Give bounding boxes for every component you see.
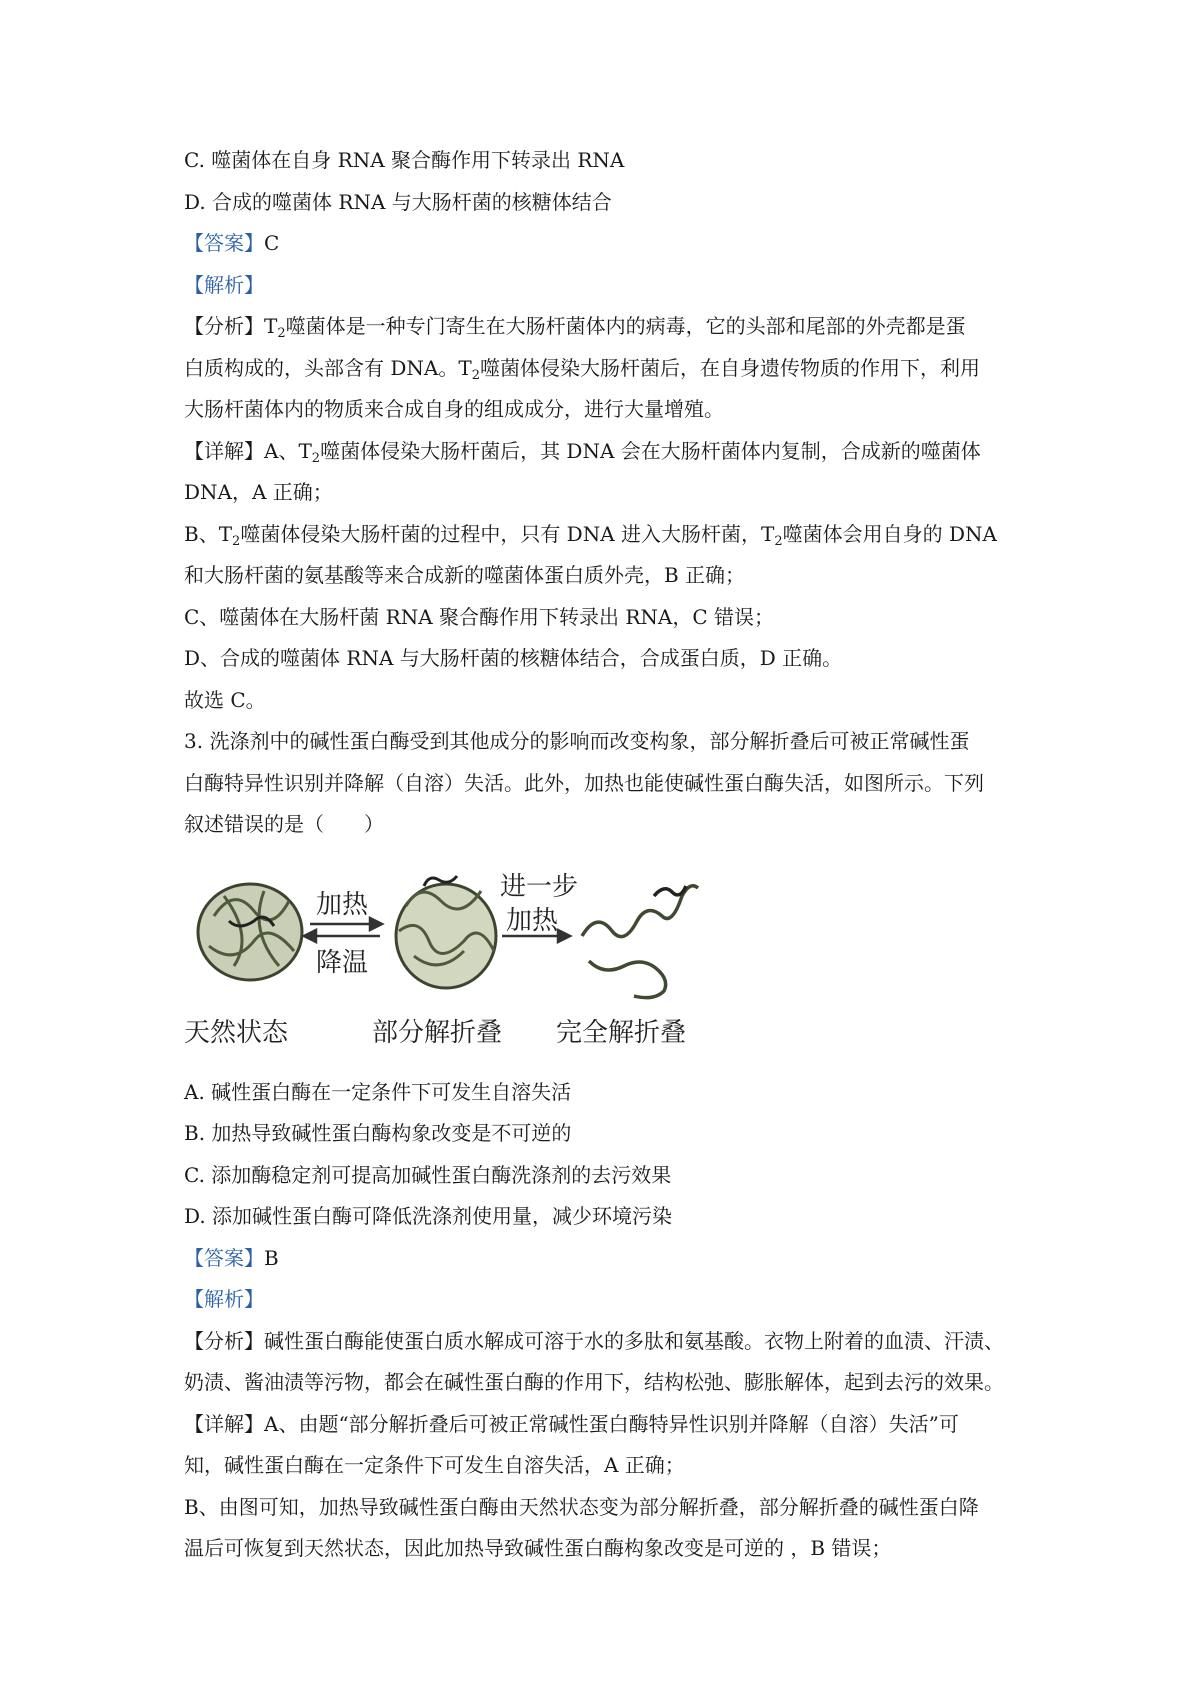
q3-option-b: B. 加热导致碱性蛋白酶构象改变是不可逆的: [184, 1121, 572, 1145]
q3-analysis-tag: 【解析】: [184, 1287, 264, 1311]
xj-text: A、由题“部分解折叠后可被正常碱性蛋白酶特异性识别并降解（自溶）失活”可: [264, 1411, 959, 1436]
analysis-tag: 【解析】: [184, 272, 264, 297]
subscript: 2: [311, 450, 321, 466]
conclusion: 故选 C。: [184, 687, 266, 712]
fenxi-line-1: [184, 306, 1024, 348]
page-content: [184, 140, 1024, 1570]
fully-unfolded-protein-icon: [582, 885, 698, 997]
native-protein-icon: [198, 884, 302, 980]
xiangjie-tag: 【详解】: [184, 1411, 264, 1436]
subscript: 2: [277, 326, 286, 341]
label-further-1: 进一步: [500, 871, 579, 902]
fenxi-tag: 【分析】: [184, 1328, 264, 1353]
option-c: C. 噬菌体在自身 RNA 聚合酶作用下转录出 RNA: [184, 148, 625, 172]
fenxi-tag: 【分析】: [184, 314, 264, 338]
fenxi-text: 碱性蛋白酶能使蛋白质水解成可溶于水的多肽和氨基酸。衣物上附着的血渍、汗渍、: [264, 1328, 1004, 1353]
subscript: 2: [232, 533, 241, 549]
label-partial-unfolded: 部分解折叠: [372, 1017, 503, 1048]
q3-xiangjie-b-2: 温后可恢复到天然状态，因此加热导致碱性蛋白酶构象改变是可逆的 ，B 错误；: [184, 1536, 892, 1560]
q3-option-d: D. 添加碱性蛋白酶可降低洗涤剂使用量，减少环境污染: [184, 1204, 673, 1228]
q3-answer-line: [184, 1238, 1024, 1280]
xj-text: A、T: [264, 438, 312, 463]
xj-text: 噬菌体侵染大肠杆菌的过程中，只有 DNA 进入大肠杆菌，T: [240, 521, 775, 546]
label-heat: 加热: [316, 889, 369, 920]
reversible-arrows: [304, 918, 382, 942]
answer-value: C: [264, 231, 280, 255]
label-fully-unfolded: 完全解折叠: [556, 1017, 687, 1048]
answer-tag: 【答案】: [184, 1245, 264, 1270]
q3-stem-1: 3. 洗涤剂中的碱性蛋白酶受到其他成分的影响而改变构象，部分解折叠后可被正常碱性蛋: [184, 729, 970, 753]
t-letter: T: [264, 314, 278, 338]
xiangjie-a-2: DNA，A 正确；: [184, 480, 333, 504]
subscript: 2: [471, 367, 480, 383]
xiangjie-d: D、合成的噬菌体 RNA 与大肠杆菌的核糖体结合，合成蛋白质，D 正确。: [184, 646, 843, 670]
answer-line: [184, 223, 1024, 265]
label-cool: 降温: [316, 947, 369, 978]
q3-option-a: A. 碱性蛋白酶在一定条件下可发生自溶失活: [184, 1079, 572, 1104]
fenxi-text: 白质构成的，头部含有 DNA。T: [184, 355, 472, 380]
fenxi-line-2: [184, 348, 1024, 390]
subscript: 2: [774, 533, 783, 549]
option-d: D. 合成的噬菌体 RNA 与大肠杆菌的核糖体结合: [184, 189, 612, 214]
xiangjie-tag: 【详解】: [184, 438, 264, 463]
q3-fenxi-2: 奶渍、酱油渍等污物，都会在碱性蛋白酶的作用下，结构松弛、膨胀解体，起到去污的效果。: [184, 1370, 1004, 1394]
label-native-state: 天然状态: [184, 1017, 289, 1048]
xj-text: 噬菌体会用自身的 DNA: [782, 521, 997, 546]
xj-text: B、T: [184, 521, 233, 546]
q3-xiangjie-a-1: [184, 1404, 1024, 1446]
q3-xiangjie-b-1: B、由图可知，加热导致碱性蛋白酶由天然状态变为部分解折叠，部分解折叠的碱性蛋白降: [184, 1494, 979, 1519]
q3-option-c: C. 添加酶稳定剂可提高加碱性蛋白酶洗涤剂的去污效果: [184, 1162, 672, 1187]
fenxi-text: 噬菌体是一种专门寄生在大肠杆菌体内的病毒，它的头部和尾部的外壳都是蛋: [285, 314, 966, 338]
fenxi-text: 噬菌体侵染大肠杆菌后，在自身遗传物质的作用下，利用: [479, 355, 980, 380]
q3-stem-3: 叙述错误的是（ ）: [184, 812, 384, 836]
answer-tag: 【答案】: [184, 231, 264, 255]
fenxi-line-3: 大肠杆菌体内的物质来合成自身的组成成分，进行大量增殖。: [184, 397, 724, 421]
xiangjie-b-1: [184, 514, 1024, 556]
q3-stem-2: 白酶特异性识别并降解（自溶）失活。此外，加热也能使碱性蛋白酶失活，如图所示。下列: [184, 770, 984, 795]
protein-folding-figure: [184, 866, 724, 1054]
q3-fenxi-1: [184, 1321, 1024, 1363]
xj-text: 噬菌体侵染大肠杆菌后，其 DNA 会在大肠杆菌体内复制，合成新的噬菌体: [320, 438, 981, 463]
xiangjie-a-1: [184, 431, 1024, 473]
answer-value: B: [264, 1245, 279, 1270]
xiangjie-c: C、噬菌体在大肠杆菌 RNA 聚合酶作用下转录出 RNA，C 错误；: [184, 604, 775, 629]
xiangjie-b-2: 和大肠杆菌的氨基酸等来合成新的噬菌体蛋白质外壳，B 正确；: [184, 563, 746, 587]
label-further-2: 加热: [506, 905, 559, 936]
q3-xiangjie-a-2: 知，碱性蛋白酶在一定条件下可发生自溶失活，A 正确；: [184, 1453, 685, 1477]
partial-unfolded-protein-icon: [396, 876, 496, 988]
